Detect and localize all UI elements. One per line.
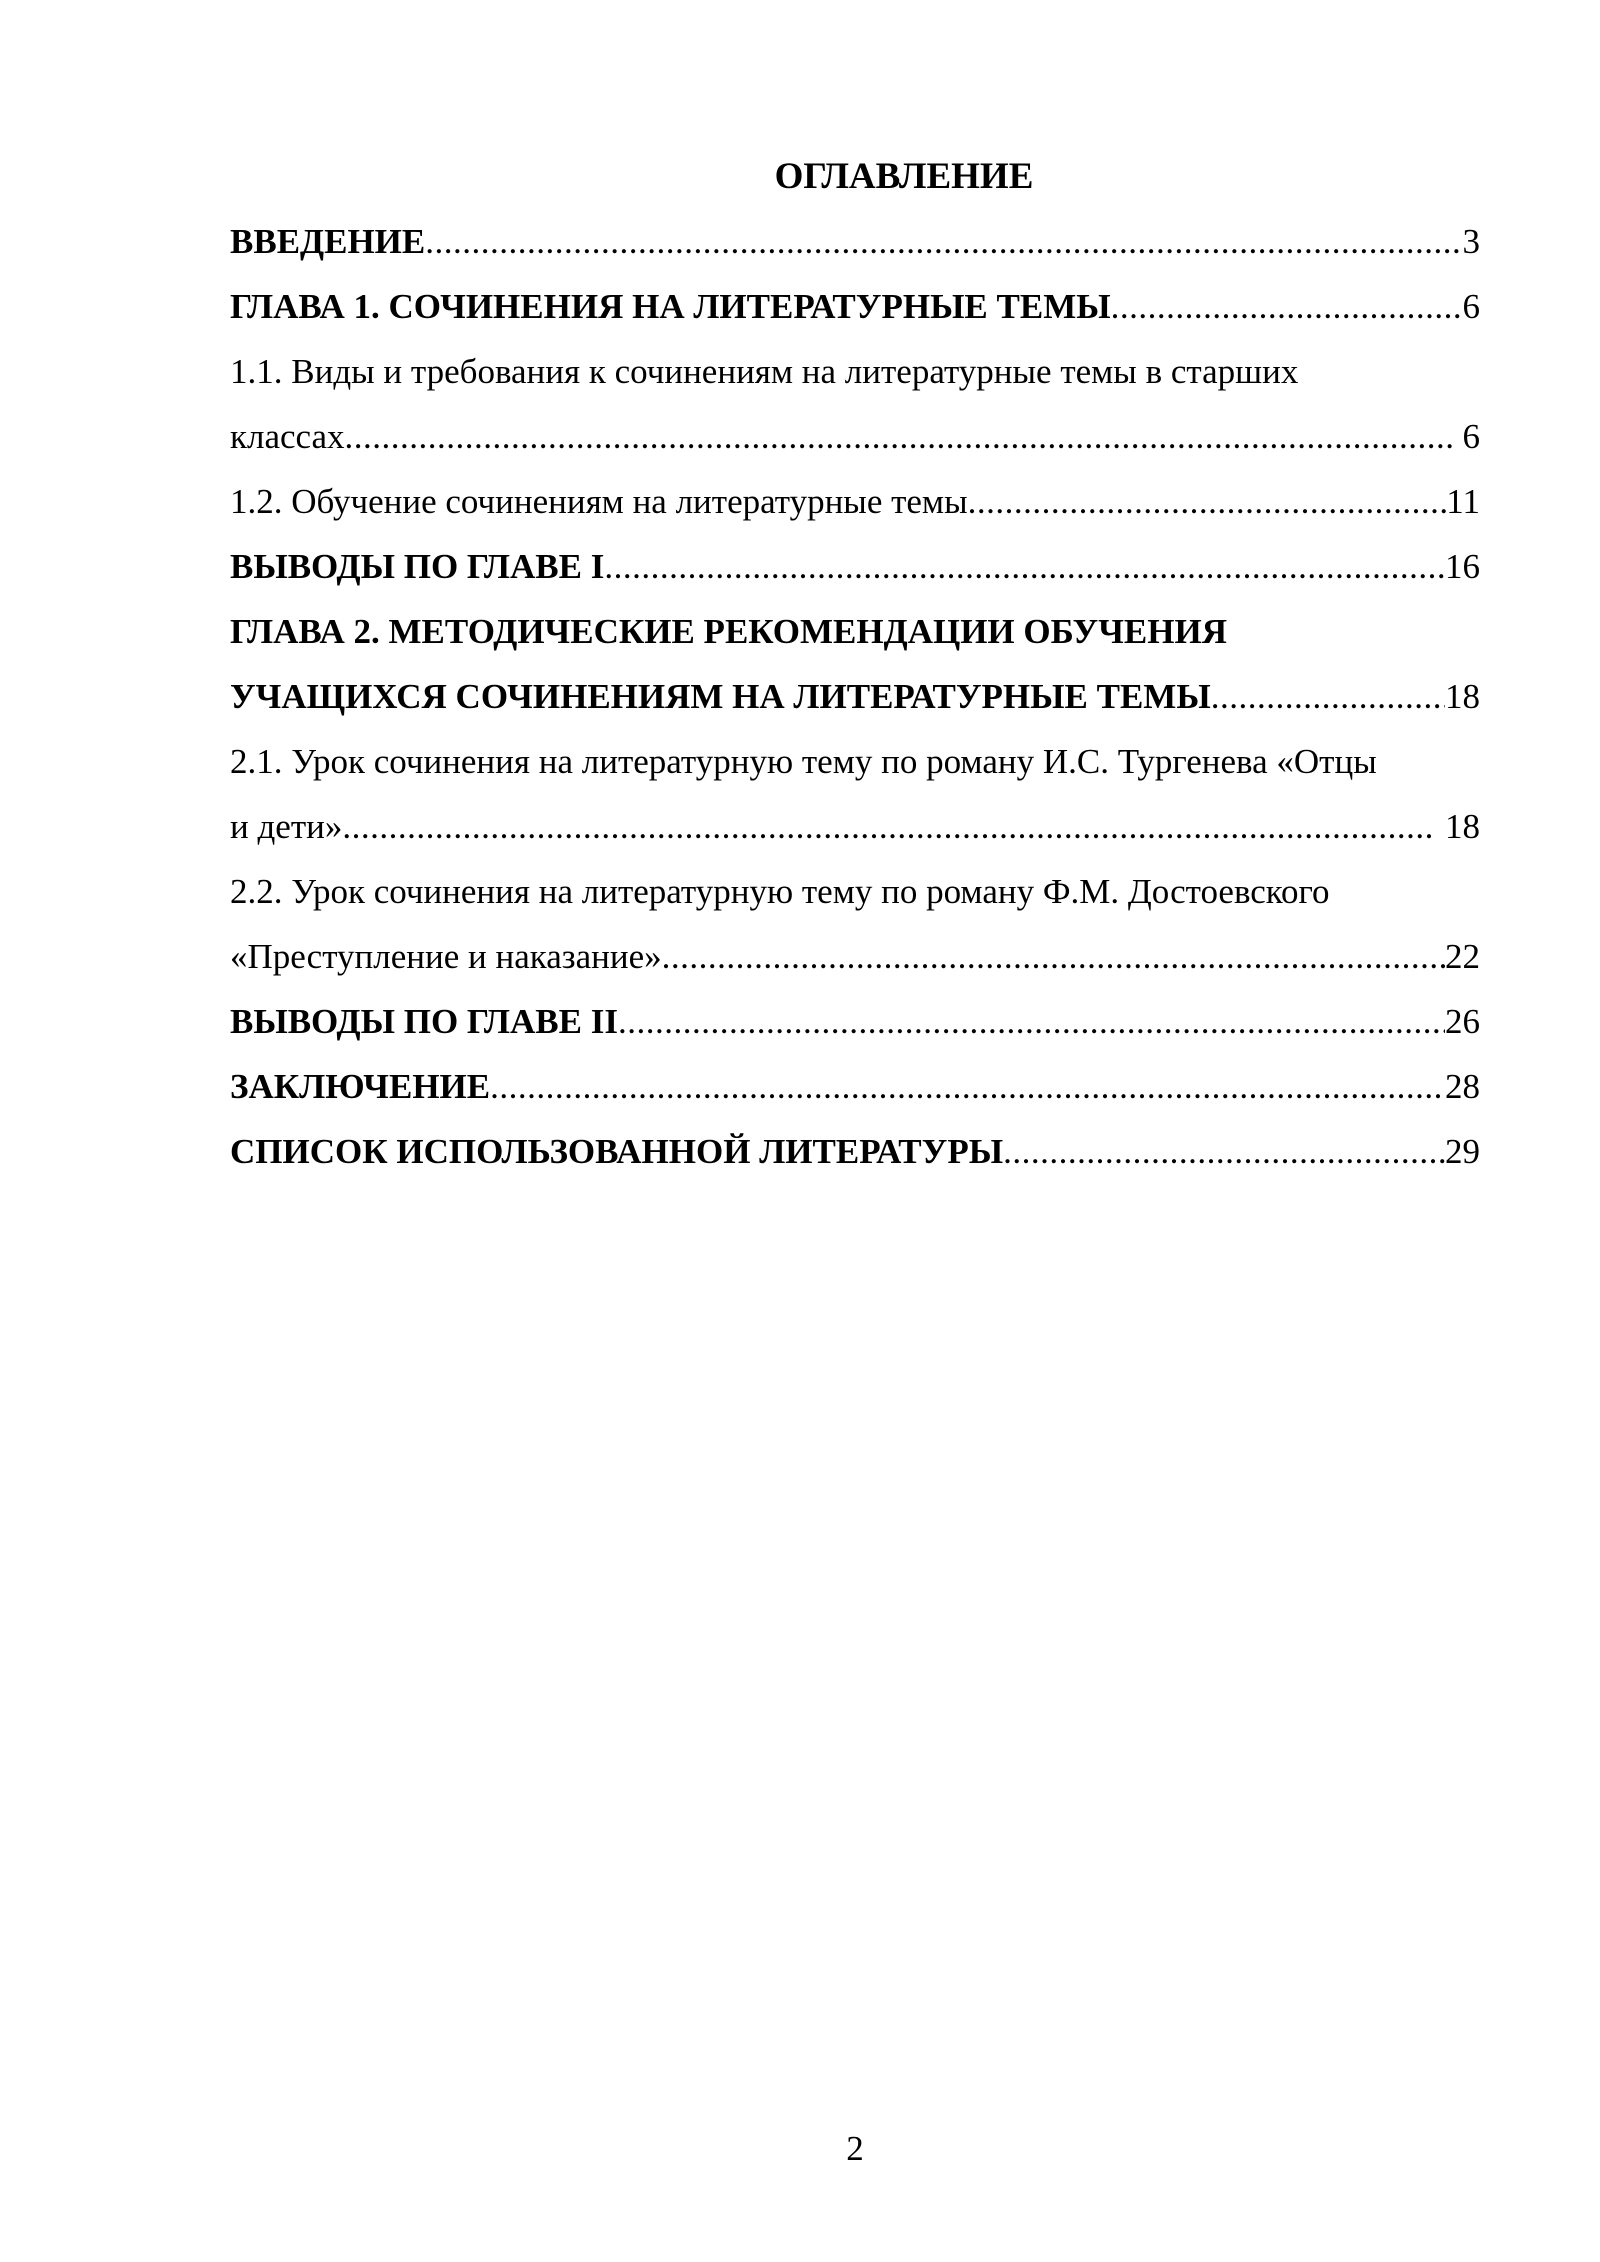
- leader-dots: [342, 794, 1436, 859]
- toc-entry-text: классах: [230, 417, 345, 456]
- toc-page-number: 29: [1445, 1132, 1480, 1171]
- toc-entry-1-1-line-1: [230, 339, 1480, 404]
- toc-entry-glava-1: [230, 274, 1480, 339]
- toc-entry-text: 1.2. Обучение сочинениям на литературные темы: [230, 482, 968, 521]
- toc-entry-glava-2-line-1: [230, 599, 1480, 664]
- leader-dots: [604, 534, 1445, 599]
- toc-entry-2-2-line-1: [230, 859, 1480, 924]
- toc-entry-text: 2.1. Урок сочинения на литературную тему по роману И.С. Тургенева «Отцы: [230, 742, 1377, 781]
- toc-entry-2-1-line-1: [230, 729, 1480, 794]
- toc-entry-2-1-line-2: [230, 794, 1480, 859]
- toc-entry-text: ГЛАВА 1. СОЧИНЕНИЯ НА ЛИТЕРАТУРНЫЕ ТЕМЫ: [230, 287, 1111, 326]
- toc-entry-vvedenie: [230, 209, 1480, 274]
- toc-page-number: 6: [1453, 417, 1480, 456]
- leader-dots: [968, 469, 1447, 534]
- toc-entry-text: 2.2. Урок сочинения на литературную тему по роману Ф.М. Достоевского: [230, 872, 1330, 911]
- leader-dots: [618, 989, 1445, 1054]
- toc-entry-text: СПИСОК ИСПОЛЬЗОВАННОЙ ЛИТЕРАТУРЫ: [230, 1132, 1004, 1171]
- leader-dots: [490, 1054, 1445, 1119]
- toc-page-number: 6: [1462, 287, 1480, 326]
- toc-entry-1-2: [230, 469, 1480, 534]
- leader-dots: [1003, 1119, 1445, 1184]
- leader-dots: [425, 209, 1462, 274]
- toc-entry-glava-2-line-2: [230, 664, 1480, 729]
- toc-entry-text: ГЛАВА 2. МЕТОДИЧЕСКИЕ РЕКОМЕНДАЦИИ ОБУЧЕНИЯ: [230, 612, 1227, 651]
- leader-dots: [345, 404, 1454, 469]
- table-of-contents: [230, 144, 1480, 1184]
- toc-entry-spisok-literatury: [230, 1119, 1480, 1184]
- leader-dots: [1211, 664, 1445, 729]
- toc-entry-text: ВЫВОДЫ ПО ГЛАВЕ I: [230, 547, 605, 586]
- toc-entry-text: УЧАЩИХСЯ СОЧИНЕНИЯМ НА ЛИТЕРАТУРНЫЕ ТЕМЫ: [230, 677, 1211, 716]
- leader-dots: [662, 924, 1445, 989]
- toc-entry-1-1-line-2: [230, 404, 1480, 469]
- toc-entry-text: ЗАКЛЮЧЕНИЕ: [230, 1067, 491, 1106]
- toc-entry-vyvody-2: [230, 989, 1480, 1054]
- toc-page-number: 28: [1445, 1067, 1480, 1106]
- toc-entry-text: 1.1. Виды и требования к сочинениям на литературные темы в старших: [230, 352, 1299, 391]
- toc-entry-2-2-line-2: [230, 924, 1480, 989]
- toc-entry-vyvody-1: [230, 534, 1480, 599]
- toc-title-row: [230, 144, 1480, 209]
- toc-page-number: 26: [1445, 1002, 1480, 1041]
- page-number-footer: 2: [846, 2129, 864, 2168]
- toc-page-number: 11: [1446, 482, 1480, 521]
- toc-entry-zaklyuchenie: [230, 1054, 1480, 1119]
- toc-entry-text: ВЫВОДЫ ПО ГЛАВЕ II: [230, 1002, 618, 1041]
- toc-entry-text: «Преступление и наказание»: [230, 937, 662, 976]
- toc-page-number: 22: [1445, 937, 1480, 976]
- toc-page-number: 16: [1445, 547, 1480, 586]
- toc-page-number: 18: [1436, 807, 1480, 846]
- toc-page-number: 18: [1445, 677, 1480, 716]
- toc-page-number: 3: [1462, 222, 1480, 261]
- toc-entry-text: и дети»: [230, 807, 343, 846]
- page-title: ОГЛАВЛЕНИЕ: [774, 156, 1034, 197]
- leader-dots: [1111, 274, 1463, 339]
- toc-entry-text: ВВЕДЕНИЕ: [230, 222, 426, 261]
